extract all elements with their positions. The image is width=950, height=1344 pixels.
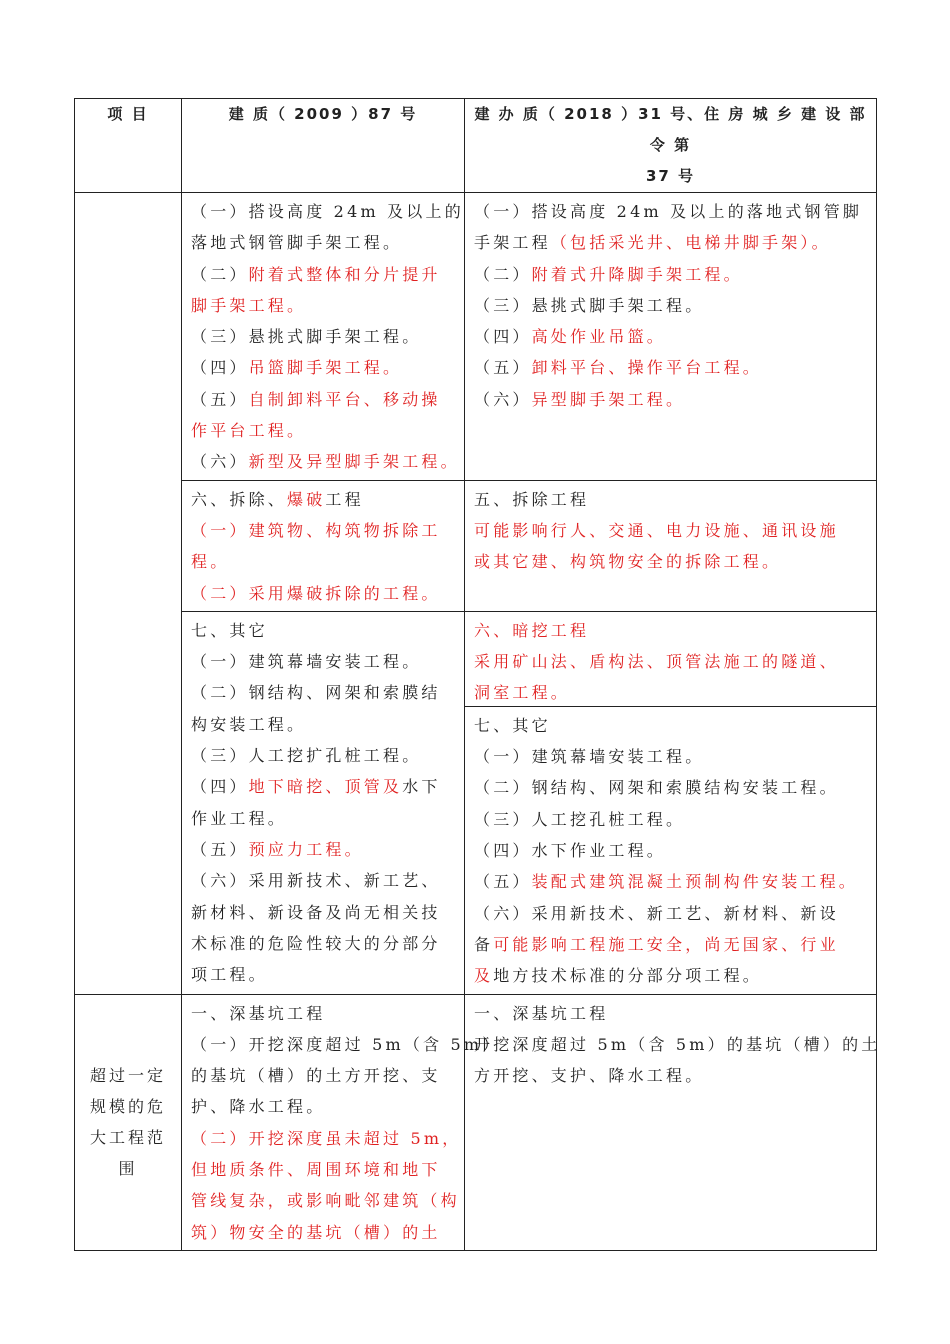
text-line bbox=[191, 578, 455, 609]
plain-text: （五） bbox=[474, 872, 532, 892]
cell-2018-scaffolding bbox=[465, 193, 877, 481]
highlighted-text: （一）建筑物、构筑物拆除工 bbox=[191, 520, 441, 540]
plain-text: （一）搭设高度 24m 及以上的落地式钢管脚 bbox=[474, 202, 863, 221]
header-2009-regulation: 建 质（ 2009 ）87 号 bbox=[182, 99, 465, 193]
text-line bbox=[474, 929, 867, 960]
text-line bbox=[191, 1060, 455, 1091]
cell-2009-deep-foundation bbox=[182, 994, 502, 1250]
highlighted-text: 吊篮脚手架工程。 bbox=[248, 358, 403, 378]
cell-2018-deep-foundation bbox=[465, 994, 881, 1250]
text-line bbox=[191, 546, 455, 577]
highlighted-text: （二）采用爆破拆除的工程。 bbox=[191, 583, 441, 603]
cell-2009-scaffolding bbox=[182, 193, 465, 481]
row-demolition bbox=[75, 480, 877, 611]
header-item: 项 目 bbox=[75, 99, 182, 193]
plain-text: 备 bbox=[474, 934, 494, 954]
cell-2018-tunneling-other bbox=[465, 611, 877, 994]
category-large-scale bbox=[75, 994, 182, 1250]
highlighted-text: 高处作业吊篮。 bbox=[531, 327, 667, 347]
plain-text: （一）建筑幕墙安装工程。 bbox=[474, 747, 705, 767]
highlighted-text: 洞室工程。 bbox=[474, 683, 571, 703]
text-line bbox=[474, 1029, 881, 1060]
text-line bbox=[191, 227, 455, 258]
text-line bbox=[191, 290, 455, 321]
text-line bbox=[191, 959, 455, 990]
text-line bbox=[474, 835, 867, 866]
text-line bbox=[474, 1060, 867, 1091]
plain-text: （六）采用新技术、新工艺、 bbox=[191, 871, 441, 891]
regulation-comparison-table bbox=[74, 98, 881, 1251]
category-text-line: 大工程范 bbox=[89, 1128, 166, 1148]
highlighted-text: 新型及异型脚手架工程。 bbox=[248, 452, 460, 472]
text-line bbox=[191, 709, 455, 740]
highlighted-text: 地下暗挖、顶管及 bbox=[248, 777, 403, 797]
highlighted-text: 采用矿山法、盾构法、顶管法施工的隧道、 bbox=[474, 652, 839, 672]
plain-text: 项工程。 bbox=[191, 965, 268, 985]
highlighted-text: （二）开挖深度虽未超过 5m， bbox=[191, 1128, 462, 1148]
highlighted-text: 或其它建、构筑物安全的拆除工程。 bbox=[474, 552, 782, 572]
plain-text: 工程 bbox=[325, 489, 364, 509]
header-2018-line1: 建 办 质（ 2018 ）31 号、住 房 城 乡 建 设 部 令 第 bbox=[474, 105, 867, 154]
text-line bbox=[474, 710, 867, 741]
highlighted-text: 附着式整体和分片提升 bbox=[248, 264, 441, 284]
text-line bbox=[191, 415, 455, 446]
plain-text: 护、降水工程。 bbox=[191, 1097, 326, 1117]
plain-text: （六） bbox=[474, 389, 532, 409]
header-2018-regulation bbox=[465, 99, 877, 193]
plain-text: （二）钢结构、网架和索膜结 bbox=[191, 683, 441, 703]
text-line bbox=[474, 615, 867, 646]
plain-text: （四）水下作业工程。 bbox=[474, 841, 667, 861]
text-line bbox=[474, 290, 867, 321]
plain-text: 一、深基坑工程 bbox=[474, 1003, 609, 1023]
plain-text: 一、深基坑工程 bbox=[191, 1003, 326, 1023]
plain-text: 地方技术标准的分部分项工程。 bbox=[493, 966, 763, 986]
text-line bbox=[191, 897, 455, 928]
plain-text: （三）人工挖孔桩工程。 bbox=[474, 809, 686, 829]
text-line bbox=[474, 646, 867, 677]
plain-text: （二）钢结构、网架和索膜结构安装工程。 bbox=[474, 778, 839, 798]
text-line bbox=[474, 804, 867, 835]
highlighted-text: 卸料平台、操作平台工程。 bbox=[531, 358, 763, 378]
plain-text: （四） bbox=[191, 777, 249, 797]
row-other bbox=[75, 611, 877, 994]
highlighted-text: 但地质条件、周围环境和地下 bbox=[191, 1160, 441, 1180]
text-line bbox=[191, 1091, 455, 1122]
highlighted-text: 管线复杂，或影响毗邻建筑（构 bbox=[191, 1191, 460, 1211]
highlighted-text: 可能影响工程施工安全，尚无国家、行业 bbox=[493, 934, 839, 954]
plain-text: （三）悬挑式脚手架工程。 bbox=[474, 295, 705, 315]
text-line bbox=[474, 321, 867, 352]
row-scaffolding bbox=[75, 193, 877, 481]
text-line bbox=[191, 771, 455, 802]
plain-text: （四） bbox=[191, 358, 249, 378]
category-cell-empty bbox=[75, 193, 182, 995]
highlighted-text: 附着式升降脚手架工程。 bbox=[531, 264, 743, 284]
plain-text: （一）建筑幕墙安装工程。 bbox=[191, 652, 422, 672]
plain-text: （一）开挖深度超过 5m（含 5m） bbox=[191, 1034, 502, 1054]
text-line bbox=[474, 484, 867, 515]
plain-text: 构安装工程。 bbox=[191, 714, 307, 734]
text-line bbox=[191, 803, 455, 834]
text-line bbox=[474, 866, 867, 897]
plain-text: 落地式钢管脚手架工程。 bbox=[191, 233, 403, 253]
text-line bbox=[474, 515, 867, 546]
highlighted-text: 及 bbox=[474, 966, 494, 986]
category-text-line: 超过一定 bbox=[89, 1066, 166, 1086]
text-line bbox=[191, 998, 455, 1029]
text-line bbox=[191, 484, 455, 515]
plain-text: 开挖深度超过 5m（含 5m）的基坑（槽）的土 bbox=[474, 1034, 881, 1054]
plain-text: （五） bbox=[474, 358, 532, 378]
plain-text: （二） bbox=[191, 264, 249, 284]
highlighted-text: 作平台工程。 bbox=[191, 421, 307, 441]
text-line bbox=[191, 834, 455, 865]
plain-text: （三）悬挑式脚手架工程。 bbox=[191, 327, 422, 347]
plain-text: （六）采用新技术、新工艺、新材料、新设 bbox=[474, 903, 839, 923]
plain-text: （五） bbox=[191, 839, 249, 859]
text-line bbox=[191, 1217, 455, 1248]
text-line bbox=[191, 1185, 460, 1216]
plain-text: 水下 bbox=[402, 777, 441, 797]
text-line bbox=[191, 1029, 502, 1060]
highlighted-text: 脚手架工程。 bbox=[191, 295, 307, 315]
highlighted-text: 异型脚手架工程。 bbox=[531, 389, 686, 409]
plain-text: 七、其它 bbox=[474, 715, 551, 735]
plain-text: 七、其它 bbox=[191, 620, 268, 640]
header-row bbox=[75, 99, 877, 193]
text-line bbox=[191, 352, 455, 383]
plain-text: （三）人工挖扩孔桩工程。 bbox=[191, 746, 422, 766]
text-line bbox=[474, 898, 867, 929]
text-line bbox=[191, 740, 455, 771]
text-line bbox=[191, 384, 455, 415]
text-line bbox=[474, 998, 867, 1029]
text-line bbox=[191, 515, 455, 546]
plain-text: （一）搭设高度 24m 及以上的 bbox=[191, 202, 464, 221]
text-line bbox=[474, 960, 867, 991]
text-line bbox=[191, 646, 455, 677]
text-line bbox=[191, 321, 455, 352]
plain-text: 术标准的危险性较大的分部分 bbox=[191, 933, 441, 953]
plain-text: （六） bbox=[191, 452, 249, 472]
text-line bbox=[191, 259, 455, 290]
plain-text: （二） bbox=[474, 264, 532, 284]
text-line bbox=[191, 446, 460, 477]
text-line bbox=[474, 741, 867, 772]
plain-text: 作业工程。 bbox=[191, 808, 288, 828]
highlighted-text: （包括采光井、电梯井脚手架）。 bbox=[550, 233, 831, 253]
highlighted-text: 筑）物安全的基坑（槽）的土 bbox=[191, 1222, 441, 1242]
text-line bbox=[191, 1154, 455, 1185]
text-line bbox=[474, 677, 867, 708]
highlighted-text: 装配式建筑混凝土预制构件安装工程。 bbox=[531, 872, 859, 892]
text-line bbox=[191, 677, 455, 708]
category-text-line: 围 bbox=[118, 1159, 138, 1179]
cell-2018-demolition bbox=[465, 480, 877, 611]
row-deep-foundation bbox=[75, 994, 877, 1250]
text-line bbox=[474, 546, 867, 577]
text-line bbox=[191, 1123, 462, 1154]
highlighted-text: 六、暗挖工程 bbox=[474, 620, 590, 640]
header-2018-line2: 37 号 bbox=[645, 167, 696, 185]
highlighted-text: 爆破 bbox=[287, 489, 326, 509]
plain-text: 六、拆除、 bbox=[191, 489, 288, 509]
highlighted-text: 可能影响行人、交通、电力设施、通讯设施 bbox=[474, 520, 839, 540]
category-text-line: 规模的危 bbox=[89, 1097, 166, 1117]
plain-text: 手架工程 bbox=[474, 233, 551, 253]
text-line bbox=[191, 615, 455, 646]
text-line bbox=[474, 227, 867, 258]
text-line bbox=[474, 196, 867, 227]
highlighted-text: 自制卸料平台、移动操 bbox=[248, 389, 441, 409]
text-line bbox=[191, 928, 455, 959]
cell-2009-other bbox=[182, 611, 465, 994]
subcell-2018-other bbox=[465, 707, 876, 994]
plain-text: 的基坑（槽）的土方开挖、支 bbox=[191, 1066, 441, 1086]
plain-text: 方开挖、支护、降水工程。 bbox=[474, 1066, 705, 1086]
plain-text: （五） bbox=[191, 389, 249, 409]
text-line bbox=[474, 259, 867, 290]
plain-text: （四） bbox=[474, 327, 532, 347]
highlighted-text: 预应力工程。 bbox=[248, 839, 364, 859]
highlighted-text: 程。 bbox=[191, 552, 230, 572]
cell-2009-demolition bbox=[182, 480, 465, 611]
text-line bbox=[474, 352, 867, 383]
subcell-2018-tunneling bbox=[465, 612, 876, 707]
plain-text: 新材料、新设备及尚无相关技 bbox=[191, 902, 441, 922]
text-line bbox=[191, 865, 455, 896]
text-line bbox=[474, 772, 867, 803]
text-line bbox=[191, 196, 464, 227]
plain-text: 五、拆除工程 bbox=[474, 489, 590, 509]
text-line bbox=[474, 384, 867, 415]
